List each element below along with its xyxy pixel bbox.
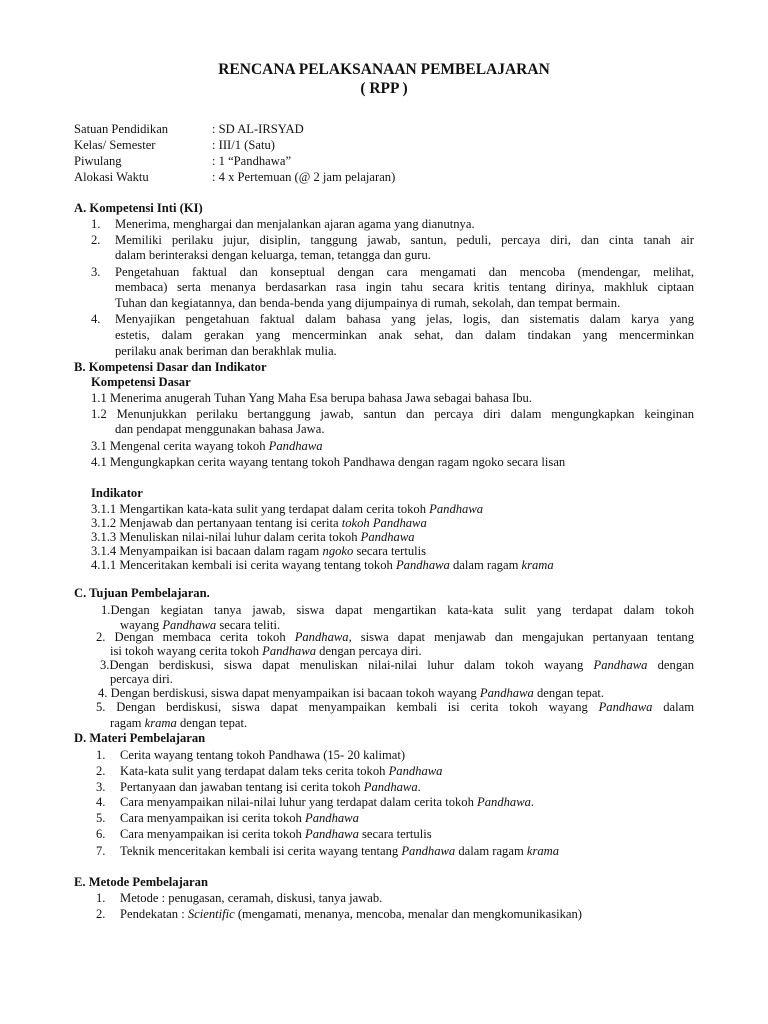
method-item: Metode : penugasan, ceramah, diskusi, tanya jawab. bbox=[120, 891, 383, 905]
material-item: Cara menyampaikan nilai-nilai luhur yang terdapat dalam cerita tokoh Pandhawa. bbox=[120, 795, 535, 809]
identity-value: : SD AL-IRSYAD bbox=[212, 122, 304, 136]
list-number: 3. bbox=[91, 265, 101, 279]
indicator-item: 3.1.2 Menjawab dan pertanyaan tentang isi cerita tokoh Pandhawa bbox=[91, 516, 427, 530]
list-number: 2. bbox=[96, 764, 106, 778]
section-heading: C. Tujuan Pembelajaran. bbox=[74, 586, 210, 600]
identity-value: : 4 x Pertemuan (@ 2 jam pelajaran) bbox=[212, 170, 396, 184]
indicator-item: 3.1.4 Menyampaikan isi bacaan dalam ragam ngoko secara tertulis bbox=[91, 544, 427, 558]
list-number: 4. bbox=[96, 795, 106, 809]
list-number: 2. bbox=[96, 907, 106, 921]
list-number: 3. bbox=[96, 780, 106, 794]
kd-item: 1.2 Menunjukkan perilaku bertanggung jawab, santun dan percaya diri dalam mengungkapkan keinginan bbox=[91, 407, 694, 421]
list-item: membaca) serta menanya berdasarkan rasa ingin tahu secara kritis tentang dirinya, makhluk ciptaan bbox=[115, 280, 694, 294]
section-heading: D. Materi Pembelajaran bbox=[74, 731, 206, 745]
identity-value: : III/1 (Satu) bbox=[212, 138, 275, 152]
material-item: Cerita wayang tentang tokoh Pandhawa (15- 20 kalimat) bbox=[120, 748, 406, 762]
identity-label: Kelas/ Semester bbox=[74, 138, 156, 152]
list-item: dalam berinteraksi dengan keluarga, teman, tetangga dan guru. bbox=[115, 248, 431, 262]
list-number: 5. bbox=[96, 811, 106, 825]
list-number: 6. bbox=[96, 827, 106, 841]
objective-item: ragam krama dengan tepat. bbox=[110, 716, 248, 730]
list-item: Pengetahuan faktual dan konseptual dengan cara mengamati dan mencoba (mendengar, melihat, bbox=[115, 265, 694, 279]
list-item: perilaku anak beriman dan berakhlak mulia. bbox=[115, 344, 337, 358]
list-number: 1. bbox=[91, 217, 101, 231]
material-item: Cara menyampaikan isi cerita tokoh Pandhawa secara tertulis bbox=[120, 827, 432, 841]
list-item: Menerima, menghargai dan menjalankan ajaran agama yang dianutnya. bbox=[115, 217, 475, 231]
list-number: 7. bbox=[96, 844, 106, 858]
kd-item: dan pendapat menggunakan bahasa Jawa. bbox=[115, 422, 325, 436]
list-item: estetis, dalam gerakan yang mencerminkan anak sehat, dan dalam tindakan yang mencerminkan bbox=[115, 328, 694, 342]
objective-item: percaya diri. bbox=[110, 672, 173, 686]
subsection-heading: Indikator bbox=[91, 486, 143, 500]
kd-item: 4.1 Mengungkapkan cerita wayang tentang tokoh Pandhawa dengan ragam ngoko secara lisan bbox=[91, 455, 566, 469]
identity-label: Piwulang bbox=[74, 154, 122, 168]
identity-label: Alokasi Waktu bbox=[74, 170, 149, 184]
objective-item: 5. Dengan berdiskusi, siswa dapat menyampaikan kembali isi cerita tokoh wayang Pandhawa dalam bbox=[96, 700, 695, 714]
section-heading: A. Kompetensi Inti (KI) bbox=[74, 201, 203, 215]
objective-item: 3.Dengan berdiskusi, siswa dapat menuliskan nilai-nilai luhur dalam tokoh wayang Pandhawa dengan bbox=[100, 658, 695, 672]
section-heading: B. Kompetensi Dasar dan Indikator bbox=[74, 360, 267, 374]
list-item: Memiliki perilaku jujur, disiplin, tanggung jawab, santun, peduli, percaya diri, dan cinta tanah air bbox=[115, 233, 694, 247]
list-item: Menyajikan pengetahuan faktual dalam bahasa yang jelas, logis, dan sistematis dalam karya yang bbox=[115, 312, 694, 326]
objective-item: wayang Pandhawa secara teliti. bbox=[120, 618, 281, 632]
indicator-item: 4.1.1 Menceritakan kembali isi cerita wayang tentang tokoh Pandhawa dalam ragam krama bbox=[91, 558, 554, 572]
kd-item: 3.1 Mengenal cerita wayang tokoh Pandhawa bbox=[91, 439, 323, 453]
method-item: Pendekatan : Scientific (mengamati, menanya, mencoba, menalar dan mengkomunikasikan) bbox=[120, 907, 582, 921]
objective-item: isi tokoh wayang cerita tokoh Pandhawa dengan percaya diri. bbox=[110, 644, 422, 658]
list-number: 2. bbox=[91, 233, 101, 247]
material-item: Cara menyampaikan isi cerita tokoh Pandhawa bbox=[120, 811, 359, 825]
section-heading: E. Metode Pembelajaran bbox=[74, 875, 208, 889]
subsection-heading: Kompetensi Dasar bbox=[91, 375, 191, 389]
objective-item: 1.Dengan kegiatan tanya jawab, siswa dapat mengartikan kata-kata sulit yang terdapat dalam tokoh bbox=[101, 603, 694, 617]
list-number: 1. bbox=[96, 748, 106, 762]
material-item: Teknik menceritakan kembali isi cerita wayang tentang Pandhawa dalam ragam krama bbox=[120, 844, 560, 858]
objective-item: 4. Dengan berdiskusi, siswa dapat menyampaikan isi bacaan tokoh wayang Pandhawa dengan tepat. bbox=[98, 686, 605, 700]
list-item: Tuhan dan kegiatannya, dan benda-benda yang dijumpainya di rumah, sekolah, dan tempat bermain. bbox=[115, 296, 621, 310]
identity-label: Satuan Pendidikan bbox=[74, 122, 169, 136]
list-number: 4. bbox=[91, 312, 101, 326]
indicator-item: 3.1.1 Mengartikan kata-kata sulit yang terdapat dalam cerita tokoh Pandhawa bbox=[91, 502, 484, 516]
indicator-item: 3.1.3 Menuliskan nilai-nilai luhur dalam cerita tokoh Pandhawa bbox=[91, 530, 415, 544]
list-number: 1. bbox=[96, 891, 106, 905]
material-item: Kata-kata sulit yang terdapat dalam teks cerita tokoh Pandhawa bbox=[120, 764, 443, 778]
kd-item: 1.1 Menerima anugerah Tuhan Yang Maha Esa berupa bahasa Jawa sebagai bahasa Ibu. bbox=[91, 391, 533, 405]
document-title: RENCANA PELAKSANAAN PEMBELAJARAN bbox=[218, 61, 550, 78]
material-item: Pertanyaan dan jawaban tentang isi cerita tokoh Pandhawa. bbox=[120, 780, 421, 794]
document-subtitle: ( RPP ) bbox=[360, 80, 408, 97]
identity-value: : 1 “Pandhawa” bbox=[212, 154, 292, 168]
objective-item: 2. Dengan membaca cerita tokoh Pandhawa, siswa dapat menjawab dan mengajukan pertanyaan tentang bbox=[96, 630, 694, 644]
